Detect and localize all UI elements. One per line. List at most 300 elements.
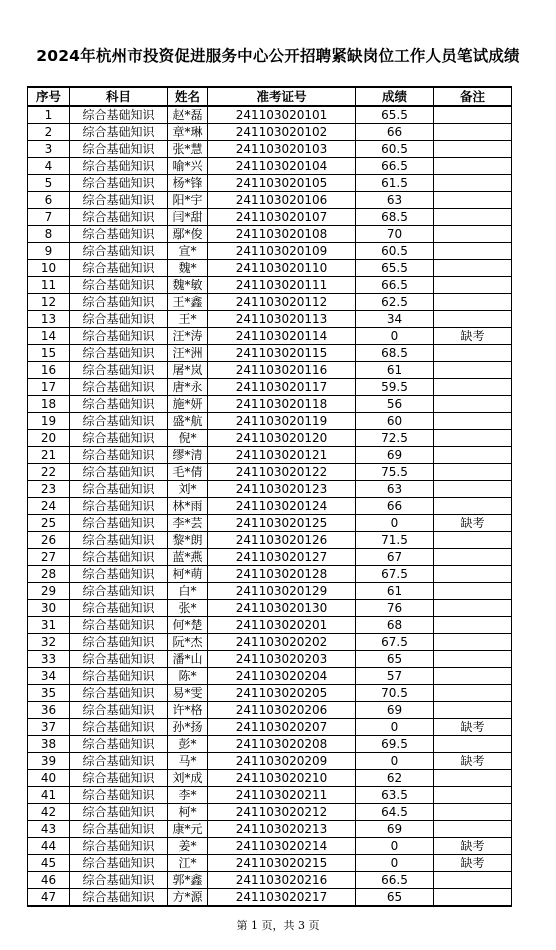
cell-remark [434,345,512,362]
cell-remark [434,294,512,311]
cell-score: 65 [356,889,434,907]
cell-name: 李* [168,787,208,804]
cell-seq: 23 [28,481,70,498]
cell-ticket-number: 241103020124 [208,498,356,515]
table-row [28,838,512,855]
cell-remark [434,209,512,226]
cell-ticket-number: 241103020103 [208,141,356,158]
cell-name: 蓝*燕 [168,549,208,566]
header-subject: 科目 [70,87,168,106]
cell-subject: 综合基础知识 [70,175,168,192]
cell-name: 缪*清 [168,447,208,464]
cell-ticket-number: 241103020209 [208,753,356,770]
cell-seq: 32 [28,634,70,651]
cell-name: 屠*岚 [168,362,208,379]
cell-score: 61 [356,362,434,379]
cell-seq: 15 [28,345,70,362]
cell-subject: 综合基础知识 [70,158,168,175]
cell-score: 56 [356,396,434,413]
cell-score: 0 [356,719,434,736]
cell-seq: 36 [28,702,70,719]
cell-remark [434,124,512,141]
table-row [28,855,512,872]
cell-score: 65.5 [356,260,434,277]
cell-seq: 31 [28,617,70,634]
cell-subject: 综合基础知识 [70,260,168,277]
cell-score: 69 [356,821,434,838]
cell-name: 郭*鑫 [168,872,208,889]
cell-score: 68.5 [356,209,434,226]
table-row [28,651,512,668]
cell-ticket-number: 241103020216 [208,872,356,889]
cell-remark: 缺考 [434,719,512,736]
cell-ticket-number: 241103020111 [208,277,356,294]
table-row [28,736,512,753]
cell-seq: 35 [28,685,70,702]
cell-ticket-number: 241103020204 [208,668,356,685]
cell-score: 72.5 [356,430,434,447]
table-row [28,515,512,532]
table-row [28,209,512,226]
cell-ticket-number: 241103020116 [208,362,356,379]
cell-name: 潘*山 [168,651,208,668]
cell-name: 闫*甜 [168,209,208,226]
cell-ticket-number: 241103020215 [208,855,356,872]
cell-ticket-number: 241103020109 [208,243,356,260]
cell-subject: 综合基础知识 [70,379,168,396]
cell-name: 魏*敏 [168,277,208,294]
cell-seq: 44 [28,838,70,855]
table-row [28,277,512,294]
cell-seq: 47 [28,889,70,907]
cell-subject: 综合基础知识 [70,413,168,430]
cell-ticket-number: 241103020119 [208,413,356,430]
cell-score: 0 [356,328,434,345]
cell-subject: 综合基础知识 [70,702,168,719]
cell-remark [434,549,512,566]
cell-name: 柯*萌 [168,566,208,583]
table-row [28,447,512,464]
cell-ticket-number: 241103020202 [208,634,356,651]
cell-remark [434,243,512,260]
cell-seq: 41 [28,787,70,804]
cell-score: 66.5 [356,872,434,889]
cell-remark [434,685,512,702]
cell-score: 62.5 [356,294,434,311]
cell-ticket-number: 241103020101 [208,106,356,124]
cell-score: 66 [356,124,434,141]
cell-ticket-number: 241103020123 [208,481,356,498]
cell-subject: 综合基础知识 [70,549,168,566]
table-row [28,872,512,889]
cell-name: 施*妍 [168,396,208,413]
table-row [28,634,512,651]
cell-subject: 综合基础知识 [70,787,168,804]
cell-subject: 综合基础知识 [70,447,168,464]
cell-remark [434,277,512,294]
table-row [28,243,512,260]
cell-name: 杨*锋 [168,175,208,192]
table-row [28,753,512,770]
cell-remark [434,192,512,209]
cell-name: 刘*成 [168,770,208,787]
cell-subject: 综合基础知识 [70,328,168,345]
table-row [28,685,512,702]
cell-score: 60.5 [356,243,434,260]
table-body [28,106,512,906]
table-row [28,396,512,413]
cell-seq: 10 [28,260,70,277]
cell-seq: 45 [28,855,70,872]
cell-remark [434,141,512,158]
cell-subject: 综合基础知识 [70,124,168,141]
cell-score: 69 [356,447,434,464]
table-row [28,702,512,719]
cell-score: 67.5 [356,634,434,651]
cell-score: 71.5 [356,532,434,549]
cell-subject: 综合基础知识 [70,192,168,209]
cell-name: 唐*永 [168,379,208,396]
cell-remark [434,702,512,719]
cell-subject: 综合基础知识 [70,736,168,753]
table-row [28,464,512,481]
cell-ticket-number: 241103020126 [208,532,356,549]
cell-seq: 11 [28,277,70,294]
cell-name: 江* [168,855,208,872]
cell-ticket-number: 241103020108 [208,226,356,243]
cell-seq: 6 [28,192,70,209]
cell-subject: 综合基础知识 [70,209,168,226]
cell-score: 0 [356,753,434,770]
cell-subject: 综合基础知识 [70,804,168,821]
cell-subject: 综合基础知识 [70,294,168,311]
cell-seq: 25 [28,515,70,532]
cell-name: 黎*朗 [168,532,208,549]
cell-score: 0 [356,855,434,872]
cell-name: 毛*倩 [168,464,208,481]
cell-score: 68 [356,617,434,634]
cell-ticket-number: 241103020114 [208,328,356,345]
cell-ticket-number: 241103020118 [208,396,356,413]
cell-seq: 37 [28,719,70,736]
cell-subject: 综合基础知识 [70,583,168,600]
cell-score: 59.5 [356,379,434,396]
cell-seq: 46 [28,872,70,889]
table-row [28,328,512,345]
cell-remark: 缺考 [434,838,512,855]
table-row [28,787,512,804]
table-row [28,821,512,838]
table-row [28,481,512,498]
cell-subject: 综合基础知识 [70,430,168,447]
cell-seq: 43 [28,821,70,838]
cell-subject: 综合基础知识 [70,770,168,787]
cell-ticket-number: 241103020113 [208,311,356,328]
cell-name: 柯* [168,804,208,821]
cell-ticket-number: 241103020129 [208,583,356,600]
cell-subject: 综合基础知识 [70,872,168,889]
cell-seq: 39 [28,753,70,770]
table-row [28,141,512,158]
table-row [28,498,512,515]
cell-remark [434,498,512,515]
cell-subject: 综合基础知识 [70,106,168,124]
cell-remark: 缺考 [434,515,512,532]
cell-score: 0 [356,838,434,855]
header-name: 姓名 [168,87,208,106]
cell-name: 赵*磊 [168,106,208,124]
table-row [28,532,512,549]
cell-ticket-number: 241103020106 [208,192,356,209]
cell-ticket-number: 241103020201 [208,617,356,634]
cell-subject: 综合基础知识 [70,464,168,481]
cell-subject: 综合基础知识 [70,141,168,158]
cell-ticket-number: 241103020110 [208,260,356,277]
header-seq: 序号 [28,87,70,106]
cell-remark [434,396,512,413]
table-row [28,413,512,430]
cell-subject: 综合基础知识 [70,498,168,515]
cell-score: 69.5 [356,736,434,753]
cell-name: 李*芸 [168,515,208,532]
cell-score: 66.5 [356,158,434,175]
cell-seq: 40 [28,770,70,787]
cell-score: 62 [356,770,434,787]
cell-ticket-number: 241103020112 [208,294,356,311]
cell-seq: 5 [28,175,70,192]
cell-seq: 27 [28,549,70,566]
cell-ticket-number: 241103020120 [208,430,356,447]
cell-remark [434,634,512,651]
cell-name: 王*鑫 [168,294,208,311]
cell-name: 鄢*俊 [168,226,208,243]
table-row [28,175,512,192]
table-row [28,430,512,447]
table-row [28,379,512,396]
cell-remark [434,464,512,481]
cell-ticket-number: 241103020208 [208,736,356,753]
cell-ticket-number: 241103020214 [208,838,356,855]
cell-seq: 13 [28,311,70,328]
table-row [28,106,512,124]
cell-ticket-number: 241103020212 [208,804,356,821]
cell-ticket-number: 241103020107 [208,209,356,226]
cell-name: 魏* [168,260,208,277]
table-row [28,362,512,379]
cell-seq: 38 [28,736,70,753]
cell-subject: 综合基础知识 [70,855,168,872]
cell-score: 63.5 [356,787,434,804]
cell-score: 63 [356,481,434,498]
cell-name: 马* [168,753,208,770]
cell-name: 汪*涛 [168,328,208,345]
cell-score: 67 [356,549,434,566]
cell-ticket-number: 241103020206 [208,702,356,719]
cell-score: 34 [356,311,434,328]
cell-seq: 16 [28,362,70,379]
cell-name: 康*元 [168,821,208,838]
cell-ticket-number: 241103020102 [208,124,356,141]
cell-remark [434,260,512,277]
cell-ticket-number: 241103020130 [208,600,356,617]
cell-ticket-number: 241103020117 [208,379,356,396]
cell-remark [434,566,512,583]
cell-ticket-number: 241103020127 [208,549,356,566]
cell-remark [434,804,512,821]
cell-remark [434,770,512,787]
cell-remark: 缺考 [434,855,512,872]
cell-name: 刘* [168,481,208,498]
cell-remark [434,872,512,889]
cell-subject: 综合基础知识 [70,634,168,651]
cell-name: 何*楚 [168,617,208,634]
cell-subject: 综合基础知识 [70,838,168,855]
cell-remark [434,651,512,668]
cell-subject: 综合基础知识 [70,651,168,668]
cell-name: 方*源 [168,889,208,907]
cell-remark: 缺考 [434,753,512,770]
cell-name: 张* [168,600,208,617]
cell-ticket-number: 241103020213 [208,821,356,838]
cell-score: 61 [356,583,434,600]
table-row [28,226,512,243]
cell-remark [434,787,512,804]
cell-score: 60.5 [356,141,434,158]
cell-subject: 综合基础知识 [70,668,168,685]
cell-seq: 28 [28,566,70,583]
cell-remark [434,158,512,175]
cell-score: 70 [356,226,434,243]
cell-seq: 24 [28,498,70,515]
table-row [28,549,512,566]
table-row [28,770,512,787]
table-row [28,583,512,600]
page-title: 2024年杭州市投资促进服务中心公开招聘紧缺岗位工作人员笔试成绩 [36,47,520,65]
table-row [28,192,512,209]
cell-name: 易*雯 [168,685,208,702]
cell-seq: 30 [28,600,70,617]
cell-seq: 9 [28,243,70,260]
cell-ticket-number: 241103020105 [208,175,356,192]
cell-seq: 29 [28,583,70,600]
header-remark: 备注 [434,87,512,106]
cell-subject: 综合基础知识 [70,345,168,362]
page-footer: 第 1 页，共 3 页 [236,919,320,932]
table-row [28,566,512,583]
cell-score: 66.5 [356,277,434,294]
cell-score: 64.5 [356,804,434,821]
table-row [28,124,512,141]
cell-subject: 综合基础知识 [70,566,168,583]
cell-ticket-number: 241103020210 [208,770,356,787]
cell-score: 75.5 [356,464,434,481]
cell-subject: 综合基础知识 [70,821,168,838]
cell-subject: 综合基础知识 [70,617,168,634]
cell-seq: 1 [28,106,70,124]
cell-score: 0 [356,515,434,532]
cell-seq: 21 [28,447,70,464]
cell-name: 白* [168,583,208,600]
cell-seq: 19 [28,413,70,430]
cell-ticket-number: 241103020217 [208,889,356,907]
cell-score: 68.5 [356,345,434,362]
cell-name: 章*琳 [168,124,208,141]
cell-score: 65 [356,651,434,668]
cell-ticket-number: 241103020122 [208,464,356,481]
cell-score: 57 [356,668,434,685]
cell-remark [434,583,512,600]
cell-ticket-number: 241103020115 [208,345,356,362]
cell-subject: 综合基础知识 [70,481,168,498]
cell-remark [434,617,512,634]
cell-subject: 综合基础知识 [70,226,168,243]
cell-remark [434,889,512,907]
cell-remark [434,311,512,328]
cell-seq: 12 [28,294,70,311]
cell-name: 林*雨 [168,498,208,515]
cell-subject: 综合基础知识 [70,685,168,702]
cell-seq: 22 [28,464,70,481]
cell-subject: 综合基础知识 [70,719,168,736]
cell-score: 76 [356,600,434,617]
cell-subject: 综合基础知识 [70,532,168,549]
cell-remark [434,175,512,192]
cell-ticket-number: 241103020205 [208,685,356,702]
cell-subject: 综合基础知识 [70,277,168,294]
cell-subject: 综合基础知识 [70,396,168,413]
cell-remark [434,226,512,243]
cell-subject: 综合基础知识 [70,600,168,617]
table-row [28,617,512,634]
cell-seq: 42 [28,804,70,821]
cell-subject: 综合基础知识 [70,243,168,260]
cell-score: 66 [356,498,434,515]
cell-ticket-number: 241103020203 [208,651,356,668]
cell-name: 阮*杰 [168,634,208,651]
table-row [28,294,512,311]
table-row [28,345,512,362]
cell-name: 王* [168,311,208,328]
cell-remark: 缺考 [434,328,512,345]
table-row [28,311,512,328]
cell-score: 63 [356,192,434,209]
cell-subject: 综合基础知识 [70,889,168,907]
cell-name: 陈* [168,668,208,685]
cell-name: 阳*宇 [168,192,208,209]
cell-remark [434,106,512,124]
cell-score: 70.5 [356,685,434,702]
table-row [28,600,512,617]
cell-remark [434,447,512,464]
cell-seq: 20 [28,430,70,447]
table-row [28,719,512,736]
table-header-row [28,87,512,106]
table-row [28,158,512,175]
cell-remark [434,736,512,753]
cell-remark [434,532,512,549]
table-row [28,668,512,685]
cell-remark [434,821,512,838]
cell-name: 宣* [168,243,208,260]
cell-seq: 34 [28,668,70,685]
cell-score: 67.5 [356,566,434,583]
cell-seq: 26 [28,532,70,549]
cell-seq: 18 [28,396,70,413]
cell-name: 孙*扬 [168,719,208,736]
cell-subject: 综合基础知识 [70,515,168,532]
header-ticket-number: 准考证号 [208,87,356,106]
cell-name: 张*慧 [168,141,208,158]
